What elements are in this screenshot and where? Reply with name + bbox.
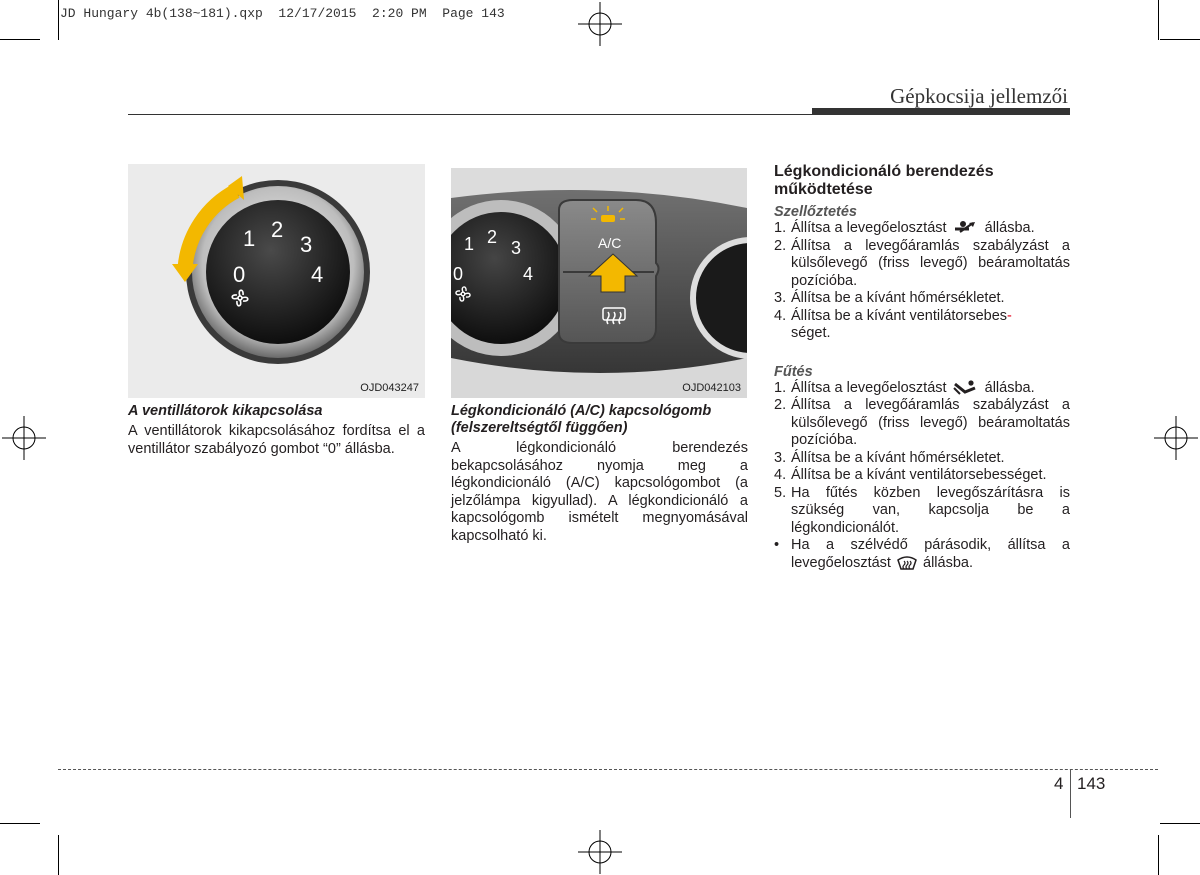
dial-label: 3 <box>300 232 313 257</box>
caption-ac-button: Légkondicionáló (A/C) kapcsológomb (felszereltségtől függően) <box>451 403 712 436</box>
page-number: 143 <box>1077 774 1106 793</box>
body-fan-off: A ventillátorok kikapcsolásához fordítsa el a ventillátor szabályozó gombot “0” állásba. <box>128 423 425 457</box>
dial-label: 2 <box>271 217 284 242</box>
crop-mark <box>58 835 59 875</box>
crop-mark <box>1158 0 1159 40</box>
list-item: 2. Állítsa a levegőáramlás szabályzást a külsőlevegő (friss levegő) beáramoltatás pozícióba. <box>774 237 1070 289</box>
ac-label: A/C <box>598 235 622 251</box>
heating-steps <box>774 380 1070 573</box>
list-item: 4. Állítsa be a kívánt ventilátorsebes- séget. <box>774 307 1012 341</box>
dial-label: 0 <box>453 264 464 284</box>
bullet-dot: • <box>774 537 780 553</box>
crop-mark <box>1160 39 1200 40</box>
subheading-heating: Fűtés <box>774 363 813 380</box>
caption-fan-off: A ventillátorok kikapcsolása <box>128 403 323 419</box>
print-slug: JD Hungary 4b(138~181).qxp 12/17/2015 2:20 PM Page 143 <box>60 6 505 21</box>
dial-label: 1 <box>464 234 475 254</box>
dial-label: 4 <box>311 262 324 287</box>
crop-mark <box>1160 823 1200 824</box>
dial-label: 0 <box>233 262 246 287</box>
page-section-title: Gépkocsija jellemzői <box>890 84 1068 108</box>
body-ac-button: A légkondicionáló berendezés bekapcsolásához nyomja meg a légkondicionáló (A/C) kapcsológombot (a jelzőlámpa kigyullad). A légkondicionáló a kapcsológomb ismételt megnyomásával kapcsolható ki. <box>451 440 748 544</box>
list-item: 2. Állítsa a levegőáramlás szabályzást a külsőlevegő (friss levegő) beáramoltatás pozícióba. <box>774 397 1070 448</box>
crop-mark <box>58 0 59 40</box>
dial-label: 1 <box>243 226 256 251</box>
fan-dial-illustration <box>128 164 425 398</box>
list-item: 3. Állítsa be a kívánt hőmérsékletet. <box>774 290 1005 306</box>
section-heading: Légkondicionáló berendezés működtetése <box>774 163 994 198</box>
registration-mark <box>578 830 622 874</box>
dial-label: 4 <box>523 264 534 284</box>
figure-ac-button <box>451 168 747 398</box>
registration-mark <box>1154 416 1198 460</box>
crop-mark <box>0 823 40 824</box>
figure-code: OJD043247 <box>360 382 419 394</box>
list-item: 5. Ha fűtés közben levegőszárításra is szükség van, kapcsolja be a légkondicionálót. <box>774 484 1070 536</box>
list-item: 4. Állítsa be a kívánt ventilátorsebességet. <box>774 467 1047 483</box>
defrost-icon <box>895 555 919 571</box>
ventilation-steps <box>774 220 1070 343</box>
section-number: 4 <box>1054 774 1064 793</box>
list-item: 3. Állítsa be a kívánt hőmérsékletet. <box>774 449 1005 466</box>
registration-mark <box>578 2 622 46</box>
registration-mark <box>2 416 46 460</box>
dial-label: 3 <box>511 238 522 258</box>
floor-vent-icon <box>951 380 981 396</box>
page-number-divider <box>1070 770 1071 818</box>
footer-dashed-rule <box>58 769 1158 770</box>
figure-fan-dial <box>128 164 425 398</box>
subheading-ventilation: Szellőztetés <box>774 204 857 220</box>
list-item: 1. Állítsa a levegőelosztást állásba. <box>774 220 1035 236</box>
dial-label: 2 <box>487 227 498 247</box>
ac-panel-illustration <box>451 168 747 398</box>
list-item: • Ha a szélvédő párásodik, állítsa a levegőelosztást állásba. <box>774 537 1070 571</box>
header-rule-accent <box>812 108 1070 115</box>
face-vent-icon <box>951 220 981 236</box>
crop-mark <box>0 39 40 40</box>
ac-operation-column <box>774 163 1070 572</box>
crop-mark <box>1158 835 1159 875</box>
list-item: 1. Állítsa a levegőelosztást állásba. <box>774 379 1035 396</box>
figure-code: OJD042103 <box>682 382 741 394</box>
